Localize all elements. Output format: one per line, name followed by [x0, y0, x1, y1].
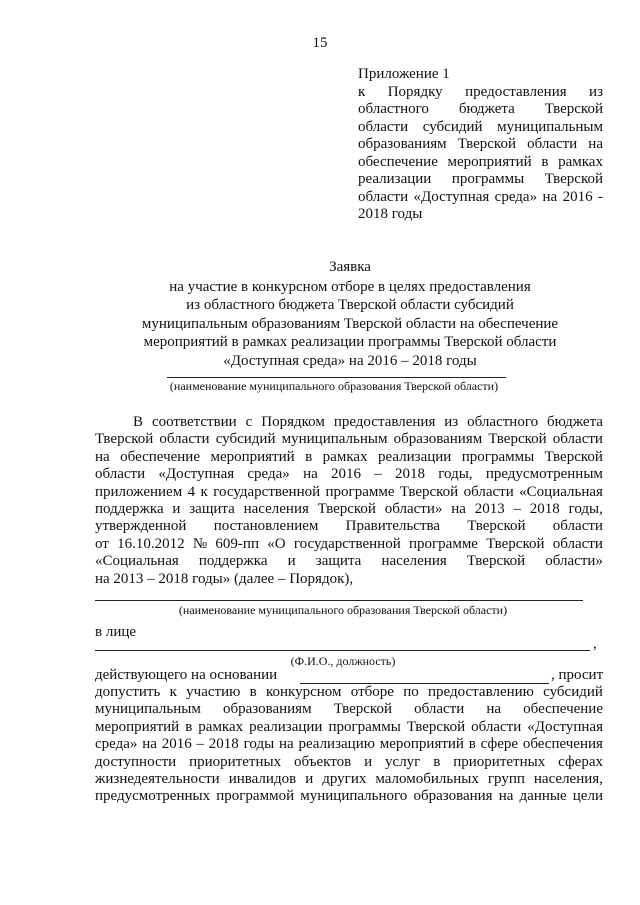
word: Тверской: [544, 101, 603, 117]
word: данные: [519, 788, 567, 805]
word: 2018: [529, 501, 560, 518]
word: среда»: [494, 188, 538, 205]
word: муниципальным: [95, 701, 201, 718]
word: среда»: [247, 466, 290, 483]
word: по: [403, 684, 419, 700]
word: рамках: [198, 718, 244, 735]
word: обеспечения: [522, 736, 603, 753]
word: «Социальная: [95, 553, 179, 570]
word: жизнедеятельности: [95, 771, 220, 788]
word: Тверской: [466, 553, 526, 570]
word: рамках: [558, 153, 603, 170]
word: к: [169, 684, 177, 700]
heading-line: на участие в конкурсном отборе в целях предоставления: [169, 278, 531, 295]
text-line: [95, 736, 603, 753]
word: сферах: [558, 753, 603, 770]
word: предоставлению: [428, 684, 534, 700]
word: населения: [243, 501, 309, 518]
word: области: [463, 483, 514, 500]
word: обеспечение: [358, 153, 438, 170]
paragraph-request: [95, 684, 603, 806]
word: из: [444, 414, 459, 430]
word: участию: [186, 684, 241, 700]
municipality-blank-2[interactable]: [95, 600, 583, 601]
word: субсидий: [215, 431, 276, 448]
text-line: [95, 719, 603, 736]
text-line: [95, 449, 603, 466]
word: в: [249, 684, 257, 700]
word: из: [589, 83, 603, 100]
word: области»: [545, 553, 603, 570]
word: образованиям: [393, 431, 483, 448]
word: 2016: [161, 736, 192, 753]
text-line: [95, 414, 603, 431]
word: объектов: [293, 753, 352, 770]
paragraph-main-last-line: на 2013 – 2018 годы» (далее – Порядок),: [95, 570, 354, 587]
word: годы,: [438, 466, 473, 483]
word: –: [374, 466, 382, 483]
word: бюджета: [458, 101, 515, 117]
word: Тверской: [406, 718, 466, 735]
word: №: [192, 535, 208, 552]
word: инвалидов: [228, 771, 297, 788]
heading-line: муниципальным образованиям Тверской области на обеспечение: [141, 315, 559, 332]
appendix-block: [358, 66, 603, 224]
word: в: [433, 753, 441, 770]
application-title: Заявка: [329, 259, 371, 275]
text-line: [95, 771, 603, 788]
word: утвержденной: [95, 518, 187, 535]
word: 2018: [208, 736, 239, 753]
word: предусмотренным: [485, 466, 603, 483]
word: области: [95, 466, 146, 483]
appendix-title: Приложение 1: [358, 66, 450, 82]
word: Тверской: [488, 431, 547, 448]
word: мероприятий: [210, 448, 295, 465]
word: образованиям: [358, 136, 447, 152]
municipality-blank-1[interactable]: [167, 377, 506, 378]
word: -: [597, 188, 603, 205]
acting-basis-label: действующего на основании: [95, 667, 278, 683]
word: 609-пп: [215, 535, 259, 552]
word: Порядком: [261, 414, 325, 430]
word: на: [542, 188, 558, 205]
word: цели: [572, 788, 603, 805]
word: на: [451, 501, 466, 518]
word: В: [133, 414, 144, 430]
word: «О: [267, 535, 286, 552]
word: –: [513, 501, 521, 518]
municipality-caption-2: (наименование муниципального образования Тверской области): [178, 603, 508, 617]
appendix-last-line: 2018 годы: [358, 206, 423, 222]
word: обеспечение: [120, 448, 200, 465]
word: Тверской: [544, 448, 603, 465]
word: мероприятий: [379, 736, 464, 753]
word: мероприятий: [95, 718, 180, 735]
word: области: [552, 518, 603, 535]
word: и: [364, 753, 373, 770]
word: конкурсном: [265, 684, 342, 700]
word: «Социальная: [519, 483, 603, 500]
word: мероприятий: [447, 153, 532, 170]
text-line: [95, 684, 603, 701]
word: Тверской: [95, 431, 154, 448]
word: на: [142, 736, 157, 753]
application-heading: [95, 258, 605, 370]
word: годы: [243, 736, 275, 753]
text-line: [358, 154, 603, 172]
text-line: [95, 484, 603, 501]
word: программы: [461, 448, 535, 465]
word: государственной: [293, 535, 401, 552]
text-line: [95, 536, 603, 553]
word: субсидий: [543, 684, 603, 700]
word: населения,: [533, 771, 603, 788]
word: на: [486, 701, 502, 718]
word: программе: [408, 535, 478, 552]
text-line: [95, 431, 603, 448]
word: 2018: [395, 466, 425, 483]
person-caption: (Ф.И.О., должность): [290, 654, 396, 668]
paragraph-main-lines: [95, 414, 603, 571]
word: групп: [487, 771, 525, 788]
word: приоритетных: [453, 753, 546, 770]
text-line: [95, 501, 603, 518]
word: постановлением: [213, 518, 319, 535]
text-line: [95, 466, 603, 483]
word: в: [185, 718, 193, 735]
word: реализации: [249, 718, 323, 735]
word: «Доступная: [527, 718, 603, 735]
word: поддержка: [95, 501, 164, 518]
page-number: 15: [312, 35, 328, 51]
word: образованиям: [222, 701, 312, 718]
word: бюджета: [547, 414, 603, 430]
word: услуг: [385, 753, 421, 770]
word: предоставления: [465, 83, 567, 100]
text-line: [358, 171, 603, 189]
word: областного: [467, 414, 539, 430]
word: реализации: [358, 171, 432, 187]
word: к: [200, 483, 208, 500]
text-line: [95, 754, 603, 771]
municipality-caption-1: (наименование муниципального образования Тверской области): [169, 379, 499, 393]
word: области: [159, 431, 210, 448]
word: области: [471, 718, 522, 735]
word: допустить: [95, 684, 161, 700]
person-comma: ,: [593, 636, 597, 652]
word: предусмотренных: [95, 788, 211, 805]
word: соответствии: [151, 414, 237, 430]
heading-line: мероприятий в рамках реализации программы Тверской области: [143, 334, 557, 350]
word: реализации: [378, 448, 452, 465]
word: среда»: [95, 736, 138, 753]
word: области»: [384, 501, 443, 518]
word: в: [305, 448, 313, 465]
word: государственной: [213, 483, 321, 500]
word: программе: [325, 483, 395, 500]
text-line: [358, 101, 603, 119]
in-person-label: в лице: [95, 624, 137, 640]
word: в: [468, 736, 476, 753]
word: рамках: [322, 448, 368, 465]
word: в: [541, 153, 549, 170]
word: области: [358, 118, 409, 135]
word: муниципальным: [281, 431, 388, 448]
word: на: [303, 466, 318, 483]
word: 2016: [331, 466, 361, 483]
word: программы: [328, 718, 401, 735]
word: Правительства: [345, 518, 441, 535]
word: 2016: [562, 188, 593, 205]
text-line: [95, 701, 603, 718]
word: и: [305, 771, 314, 788]
word: «Доступная: [413, 188, 490, 205]
word: муниципальным: [497, 118, 603, 135]
word: поддержка: [198, 553, 268, 570]
word: к: [358, 83, 366, 100]
word: области: [527, 136, 578, 152]
word: Порядку: [387, 83, 443, 100]
text-line: [95, 788, 603, 805]
text-line: [95, 553, 603, 570]
text-line: [358, 119, 603, 137]
word: Тверской: [467, 518, 526, 535]
paragraph-request-lines: [95, 684, 603, 806]
word: других: [322, 771, 367, 788]
word: населения: [381, 553, 447, 570]
word: области: [358, 188, 409, 205]
word: Тверской: [544, 171, 603, 187]
word: защита: [315, 553, 362, 570]
word: области: [552, 535, 603, 552]
heading-line: из областного бюджета Тверской области субсидий: [186, 297, 514, 313]
word: предоставления: [333, 414, 436, 430]
word: 4: [187, 483, 196, 500]
word: «Доступная: [158, 466, 235, 483]
word: сфере: [480, 736, 519, 753]
word: Тверской: [317, 501, 376, 518]
word: муниципального: [300, 788, 408, 805]
text-line: [95, 518, 603, 535]
word: защита: [189, 501, 235, 518]
word: на: [498, 788, 514, 805]
word: Тверской: [333, 701, 392, 718]
person-blank[interactable]: [95, 650, 590, 651]
word: Тверской: [399, 483, 459, 500]
text-line: [358, 136, 603, 154]
word: годы,: [568, 501, 603, 518]
word: доступности: [95, 753, 177, 770]
word: областного: [358, 101, 429, 117]
word: области: [414, 701, 465, 718]
word: с: [245, 414, 253, 430]
word: –: [196, 736, 204, 753]
word: программы: [451, 171, 525, 187]
word: Тверской: [457, 136, 516, 152]
word: субсидий: [422, 118, 483, 135]
paragraph-main: [95, 414, 603, 588]
word: программой: [216, 788, 295, 805]
text-line: [358, 189, 603, 207]
word: обеспечение: [523, 701, 603, 718]
asks-label: , просит: [551, 667, 604, 683]
word: отборе: [350, 684, 394, 700]
text-line: [358, 84, 603, 102]
word: и: [172, 501, 181, 518]
appendix-lines: [358, 84, 603, 207]
word: на: [588, 136, 603, 152]
word: маломобильных: [375, 771, 479, 788]
word: на: [95, 448, 110, 465]
word: 16.10.2012: [117, 535, 185, 552]
word: приоритетных: [189, 753, 282, 770]
word: Тверской: [486, 535, 545, 552]
word: на: [278, 736, 294, 753]
word: реализацию: [298, 736, 375, 753]
word: 2013: [474, 501, 505, 518]
heading-line: «Доступная среда» на 2016 – 2018 годы: [223, 352, 477, 369]
word: приложением: [95, 483, 183, 500]
word: от: [95, 535, 109, 552]
word: образования: [413, 788, 493, 805]
word: и: [287, 553, 296, 570]
word: области: [552, 431, 603, 448]
